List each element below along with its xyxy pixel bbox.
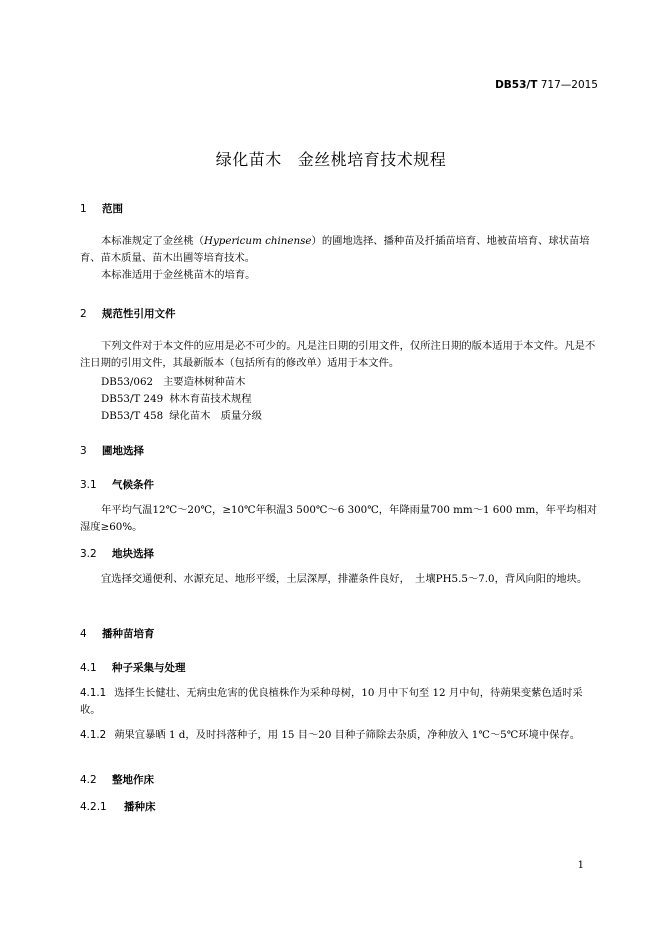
section-3-1-heading: 3.1 气候条件 (80, 479, 154, 491)
section-4-1-1-para: 4.1.1 选择生长健壮、无病虫危害的优良植株作为采种母树，10 月中下旬至 12 月中旬，待蒴果变紫色适时采收。 (80, 687, 583, 716)
reference-item: DB53/062 主要造林树种苗木 (101, 376, 246, 388)
section-3-2-heading: 3.2 地块选择 (80, 548, 154, 560)
section-3-1-para: 年平均气温12℃～20℃，≥10℃年积温3 500℃～6 300℃，年降雨量700 mm～1 600 mm，年平均相对湿度≥60%。 (80, 504, 598, 533)
reference-item: DB53/T 458 绿化苗木 质量分级 (101, 410, 262, 422)
section-4-2-heading: 4.2 整地作床 (80, 774, 154, 786)
standard-code: DB53/T 717—2015 (495, 79, 598, 91)
section-4-1-2-para: 4.1.2 蒴果宜暴晒 1 d，及时抖落种子，用 15 目～20 目种子筛除去杂质，净种放入 1℃～5℃环境中保存。 (80, 729, 581, 741)
section-3-2-para: 宜选择交通便利、水源充足、地形平缓，土层深厚，排灌条件良好， 土壤PH5.5～7.0，背风向阳的地块。 (101, 573, 588, 585)
section-4-2-1-heading: 4.2.1 播种床 (80, 801, 156, 813)
reference-item: DB53/T 249 林木育苗技术规程 (101, 393, 252, 405)
section-4-1-heading: 4.1 种子采集与处理 (80, 662, 186, 674)
section-2-para-1: 下列文件对于本文件的应用是必不可少的。凡是注日期的引用文件，仅所注日期的版本适用于本文件。凡是不注日期的引用文件，其最新版本（包括所有的修改单）适用于本文件。 (80, 340, 596, 369)
section-1-heading: 1 范围 (80, 203, 123, 215)
section-1-para-1: 本标准规定了金丝桃（Hypericum chinense）的圃地选择、播种苗及扦插苗培育、地被苗培育、球状苗培育、苗木质量、苗木出圃等培育技术。 (80, 235, 590, 264)
latin-name: Hypericum chinense (203, 235, 312, 247)
section-3-heading: 3 圃地选择 (80, 445, 144, 457)
document-title: 绿化苗木 金丝桃培育技术规程 (215, 150, 447, 169)
section-2-heading: 2 规范性引用文件 (80, 308, 176, 320)
section-4-heading: 4 播种苗培育 (80, 628, 155, 640)
page-number: 1 (577, 860, 584, 871)
section-1-para-2: 本标准适用于金丝桃苗木的培育。 (101, 269, 256, 281)
